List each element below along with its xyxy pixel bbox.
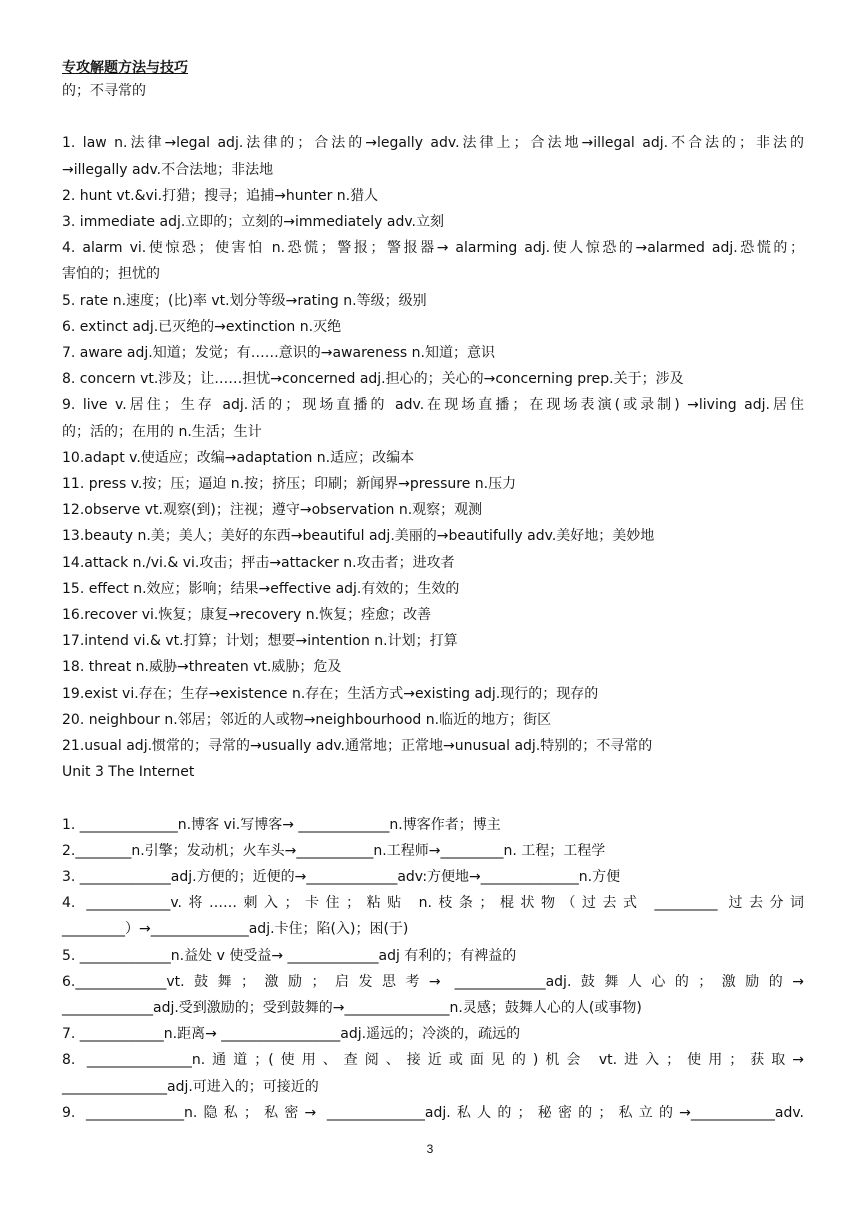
exercise-line: _________）→______________adj.卡住；陷(入)；困(于)	[62, 921, 409, 938]
vocab-line: 19.exist vi.存在；生存→existence n.存在；生活方式→existing adj.现行的；现存的	[62, 685, 599, 702]
vocab-line: 5. rate n.速度；(比)率 vt.划分等级→rating n.等级；级别	[62, 292, 427, 309]
vocab-line: 1. law n.法律→legal adj.法律的；合法的→legally adv.法律上；合法地→illegal adj.不合法的；非法的	[62, 135, 804, 152]
vocab-line: 2. hunt vt.&vi.打猎；搜寻；追捕→hunter n.猎人	[62, 187, 379, 204]
exercise-line: _____________adj.受到激励的；受到鼓舞的→_______________n.灵感；鼓舞人心的人(或事物)	[62, 1000, 642, 1017]
page-number: 3	[426, 1142, 434, 1156]
vocab-line: 4. alarm vi.使惊恐；使害怕 n.恐慌；警报；警报器→ alarming adj.使人惊恐的→alarmed adj.恐慌的；	[62, 240, 804, 257]
exercise-line: 9. ______________n.隐私；私密→ ______________adj.私人的；秘密的；私立的→____________adv.	[62, 1104, 804, 1121]
exercise-line: 1. ______________n.博客 vi.写博客→ _____________n.博客作者；博主	[62, 816, 501, 833]
exercise-line: _______________adj.可进入的；可接近的	[62, 1078, 319, 1095]
vocab-line: 17.intend vi.& vt.打算；计划；想要→intention n.计划；打算	[62, 633, 458, 650]
vocab-line: →illegally adv.不合法地；非法地	[62, 161, 274, 178]
vocab-line: 8. concern vt.涉及；让……担忧→concerned adj.担心的；关心的→concerning prep.关于；涉及	[62, 371, 684, 388]
exercise-line: 7. ____________n.距离→ _________________adj.遥远的；冷淡的，疏远的	[62, 1026, 521, 1043]
exercise-line: 8. _______________n.通道；(使用、查阅、接近或面见的)机会 vt.进入；使用；获取→	[62, 1052, 804, 1069]
vocab-line: 20. neighbour n.邻居；邻近的人或物→neighbourhood n.临近的地方；街区	[62, 711, 552, 728]
exercise-line: 5. _____________n.益处 v 使受益→ _____________adj 有利的；有裨益的	[62, 947, 517, 964]
spacer	[62, 104, 804, 130]
vocab-line: 18. threat n.威胁→threaten vt.威胁；危及	[62, 659, 342, 676]
vocab-line: 16.recover vi.恢复；康复→recovery n.恢复；痊愈；改善	[62, 607, 432, 624]
intro-line: 的；不寻常的	[62, 83, 146, 99]
exercise-line: 2.________n.引擎；发动机；火车头→___________n.工程师→_________n. 工程；工程学	[62, 842, 606, 859]
vocab-line: 的；活的；在用的 n.生活；生计	[62, 423, 262, 440]
unit2-vocab-list	[62, 130, 804, 759]
vocab-line: 害怕的；担忧的	[62, 266, 160, 283]
vocab-line: 7. aware adj.知道；发觉；有……意识的→awareness n.知道；意识	[62, 345, 495, 362]
vocab-line: 21.usual adj.惯常的；寻常的→usually adv.通常地；正常地→unusual adj.特别的；不寻常的	[62, 738, 653, 755]
exercise-line: 4. ____________v.将……刺入；卡住；粘贴 n.枝条；棍状物（过去式 _________ 过去分词	[62, 895, 804, 912]
exercise-line: 6._____________vt.鼓舞；激励；启发思考→ _____________adj.鼓舞人心的；激励的→	[62, 973, 804, 990]
vocab-line: 9. live v.居住；生存 adj.活的；现场直播的 adv.在现场直播；在现场表演(或录制) →living adj.居住	[62, 397, 804, 414]
vocab-line: 6. extinct adj.已灭绝的→extinction n.灭绝	[62, 318, 342, 335]
vocab-line: 10.adapt v.使适应；改编→adaptation n.适应；改编本	[62, 449, 415, 466]
vocab-line: 15. effect n.效应；影响；结果→effective adj.有效的；生效的	[62, 580, 460, 597]
vocab-line: 14.attack n./vi.& vi.攻击；抨击→attacker n.攻击者；进攻者	[62, 554, 455, 571]
exercise-line: 3. _____________adj.方便的；近便的→_____________adv:方便地→______________n.方便	[62, 869, 621, 886]
vocab-line: 3. immediate adj.立即的；立刻的→immediately adv.立刻	[62, 214, 445, 230]
document-page	[62, 58, 804, 1126]
spacer	[62, 785, 804, 811]
section-header: 专攻解题方法与技巧	[62, 60, 188, 76]
vocab-line: 13.beauty n.美；美人；美好的东西→beautiful adj.美丽的→beautifully adv.美好地；美妙地	[62, 528, 655, 545]
unit-title: Unit 3 The Internet	[62, 764, 195, 781]
unit3-exercise-list	[62, 812, 804, 1126]
vocab-line: 12.observe vt.观察(到)；注视；遵守→observation n.观察；观测	[62, 502, 483, 519]
vocab-line: 11. press v.按；压；逼迫 n.按；挤压；印刷；新闻界→pressure n.压力	[62, 476, 517, 493]
